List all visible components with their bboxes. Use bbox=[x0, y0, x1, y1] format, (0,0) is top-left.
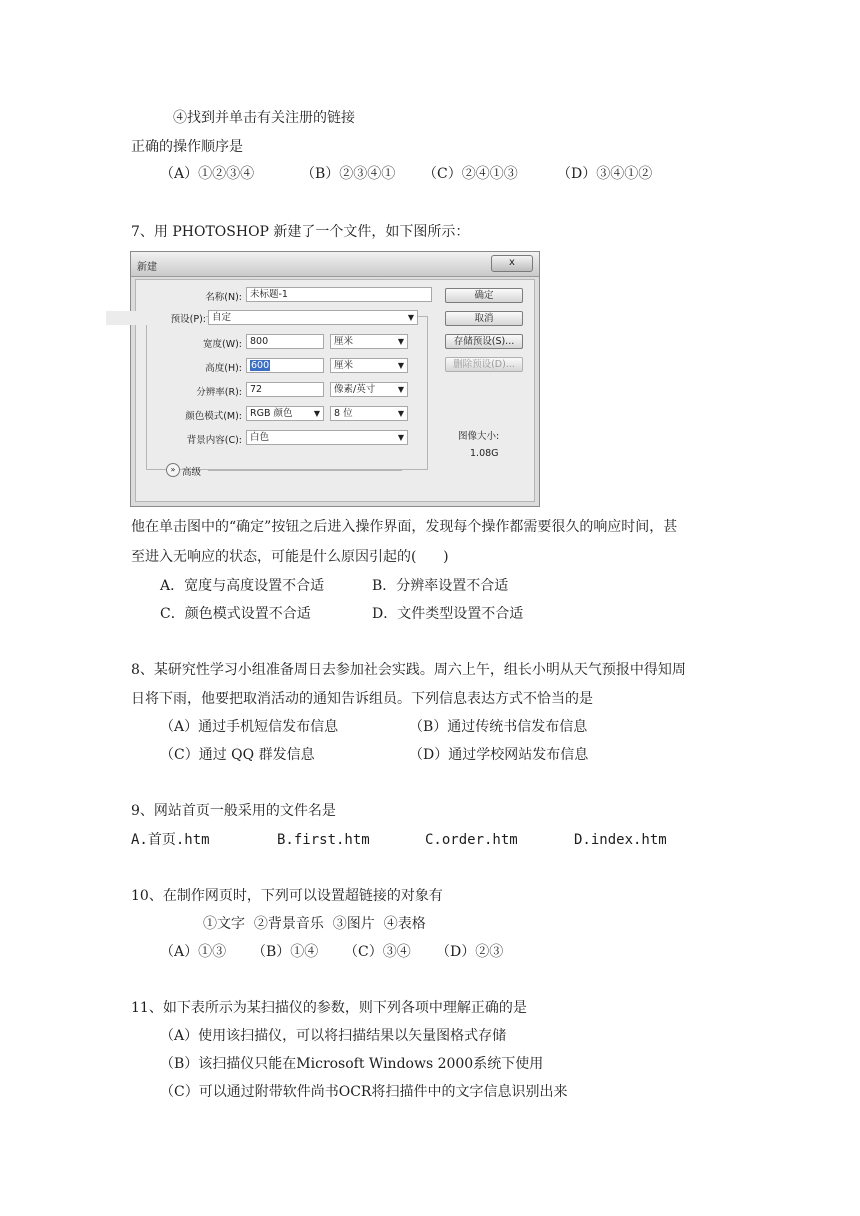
q6-option-b: （B）②③④① bbox=[301, 166, 396, 182]
q9-option-c: C.order.htm bbox=[425, 832, 518, 848]
advanced-divider bbox=[208, 470, 402, 471]
name-label: 名称(N): bbox=[205, 292, 242, 303]
q7-option-d: D．文件类型设置不合适 bbox=[372, 606, 524, 622]
q11-option-b: （B）该扫描仪只能在Microsoft Windows 2000系统下使用 bbox=[160, 1056, 544, 1072]
q8-option-c: （C）通过 QQ 群发信息 bbox=[160, 747, 315, 763]
expand-advanced-icon[interactable]: » bbox=[166, 463, 180, 477]
q7-option-c: C．颜色模式设置不合适 bbox=[160, 606, 311, 622]
chevron-down-icon: ▼ bbox=[397, 337, 404, 346]
dialog-titlebar bbox=[131, 252, 539, 277]
height-unit: 厘米 bbox=[334, 360, 354, 371]
preset-label: 预设(P): bbox=[106, 311, 206, 325]
q10-items: ①文字 ②背景音乐 ③图片 ④表格 bbox=[203, 916, 426, 932]
q11-option-a: （A）使用该扫描仪，可以将扫描结果以矢量图格式存储 bbox=[160, 1028, 507, 1044]
dialog-body bbox=[135, 279, 535, 502]
background-value: 白色 bbox=[250, 432, 270, 443]
chevron-down-icon: ▼ bbox=[397, 433, 404, 442]
resolution-unit: 像素/英寸 bbox=[334, 384, 376, 395]
color-mode-value: RGB 颜色 bbox=[250, 408, 293, 419]
q11-option-c: （C）可以通过附带软件尚书OCR将扫描件中的文字信息识别出来 bbox=[160, 1084, 568, 1100]
q10-option-d: （D）②③ bbox=[436, 944, 504, 960]
height-label: 高度(H): bbox=[205, 363, 242, 374]
q6-step4: ④找到并单击有关注册的链接 bbox=[173, 110, 355, 126]
resolution-label: 分辨率(R): bbox=[196, 387, 242, 398]
bit-depth-value: 8 位 bbox=[334, 408, 353, 419]
q11-stem: 11、如下表所示为某扫描仪的参数，则下列各项中理解正确的是 bbox=[131, 1000, 527, 1016]
q9-stem: 9、网站首页一般采用的文件名是 bbox=[131, 803, 336, 819]
resolution-input[interactable]: 72 bbox=[246, 382, 324, 397]
chevron-down-icon: ▼ bbox=[397, 409, 404, 418]
chevron-down-icon: ▼ bbox=[407, 313, 414, 322]
width-unit: 厘米 bbox=[334, 336, 354, 347]
q6-option-d: （D）③④①② bbox=[557, 166, 653, 182]
bit-depth-select[interactable] bbox=[330, 406, 408, 421]
save-preset-button[interactable]: 存储预设(S)... bbox=[445, 334, 523, 349]
image-size-value: 1.08G bbox=[470, 448, 499, 459]
q10-option-b: （B）①④ bbox=[252, 944, 319, 960]
background-select[interactable] bbox=[246, 430, 408, 445]
q6-option-c: （C）②④①③ bbox=[423, 166, 518, 182]
height-input[interactable] bbox=[246, 358, 324, 373]
q7-stem: 7、用 PHOTOSHOP 新建了一个文件，如下图所示： bbox=[131, 224, 470, 240]
width-input[interactable]: 800 bbox=[246, 334, 324, 349]
resolution-unit-select[interactable] bbox=[330, 382, 408, 397]
chevron-down-icon: ▼ bbox=[397, 361, 404, 370]
q8-option-a: （A）通过手机短信发布信息 bbox=[160, 719, 339, 735]
ok-button[interactable]: 确定 bbox=[445, 288, 523, 303]
photoshop-new-dialog bbox=[130, 251, 540, 507]
delete-preset-button: 删除预设(D)... bbox=[445, 357, 523, 372]
q10-option-a: （A）①③ bbox=[160, 944, 227, 960]
q8-option-b: （B）通过传统书信发布信息 bbox=[409, 719, 588, 735]
q9-option-a: A.首页.htm bbox=[131, 832, 210, 848]
chevron-down-icon: ▼ bbox=[397, 385, 404, 394]
color-mode-select[interactable] bbox=[246, 406, 324, 421]
q7-option-a: A．宽度与高度设置不合适 bbox=[160, 578, 325, 594]
q8-option-d: （D）通过学校网站发布信息 bbox=[409, 747, 589, 763]
close-button[interactable]: x bbox=[491, 255, 533, 272]
dialog-title: 新建 bbox=[137, 262, 157, 273]
width-unit-select[interactable] bbox=[330, 334, 408, 349]
q6-prompt: 正确的操作顺序是 bbox=[131, 139, 243, 155]
height-value: 600 bbox=[251, 360, 270, 371]
q6-option-a: （A）①②③④ bbox=[160, 166, 255, 182]
height-unit-select[interactable] bbox=[330, 358, 408, 373]
chevron-down-icon: ▼ bbox=[313, 409, 320, 418]
q10-stem: 10、在制作网页时，下列可以设置超链接的对象有 bbox=[131, 888, 443, 904]
q9-option-b: B.first.htm bbox=[277, 832, 370, 848]
advanced-label: 高级 bbox=[182, 467, 202, 478]
preset-value: 自定 bbox=[212, 312, 232, 323]
q10-option-c: （C）③④ bbox=[344, 944, 411, 960]
preset-select[interactable] bbox=[208, 310, 418, 325]
q8-stem-line1: 8、某研究性学习小组准备周日去参加社会实践。周六上午，组长小明从天气预报中得知周 bbox=[131, 662, 686, 678]
background-label: 背景内容(C): bbox=[186, 435, 242, 446]
cancel-button[interactable]: 取消 bbox=[445, 311, 523, 326]
color-mode-label: 颜色模式(M): bbox=[185, 411, 242, 422]
width-label: 宽度(W): bbox=[202, 339, 242, 350]
q7-option-b: B．分辨率设置不合适 bbox=[372, 578, 509, 594]
q9-option-d: D.index.htm bbox=[574, 832, 667, 848]
image-size-label: 图像大小: bbox=[458, 431, 500, 442]
q7-paragraph-line1: 他在单击图中的“确定”按钮之后进入操作界面，发现每个操作都需要很久的响应时间，甚 bbox=[131, 519, 678, 535]
q7-paragraph-line2: 至进入无响应的状态，可能是什么原因引起的( ) bbox=[131, 549, 449, 565]
q8-stem-line2: 日将下雨，他要把取消活动的通知告诉组员。下列信息表达方式不恰当的是 bbox=[131, 691, 593, 707]
name-input[interactable]: 未标题-1 bbox=[246, 287, 432, 302]
